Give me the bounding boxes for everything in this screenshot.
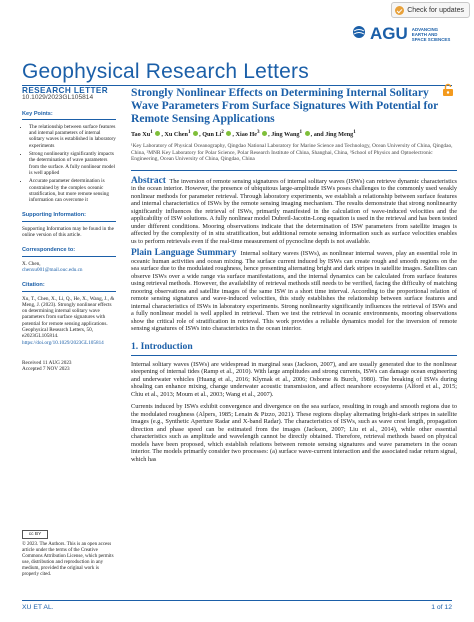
divider	[22, 119, 116, 120]
agu-globe-icon	[352, 25, 366, 44]
license-text: © 2023. The Authors. This is an open access article under the terms of the Creative Commons Attribution License, which permits use, distribution and reproduction in any medium, provided the original work is properly cited.	[22, 542, 114, 577]
doi[interactable]: 10.1029/2023GL105814	[22, 94, 94, 102]
key-point: • Strong nonlinearity significantly impacts the determination of wave parameters from the surface. A fully nonlinear model is well applied	[29, 151, 116, 176]
open-access-lock-icon	[441, 83, 455, 97]
author-name[interactable]: Tao Xu	[131, 131, 151, 139]
supporting-info-heading: Supporting Information:	[22, 212, 87, 219]
correspondence-heading: Correspondence to:	[22, 247, 76, 254]
supporting-info-text: Supporting Information may be found in the online version of this article.	[22, 225, 114, 239]
pls-heading: Plain Language Summary	[131, 248, 237, 259]
author-name[interactable]: Qun Li	[202, 131, 222, 139]
divider	[22, 221, 116, 222]
cc-by-badge-icon[interactable]: cc BY	[22, 530, 48, 539]
orcid-icon[interactable]	[226, 131, 231, 136]
agu-logo[interactable]	[352, 24, 458, 44]
page-number: 1 of 12	[431, 604, 452, 611]
abstract-heading: Abstract	[131, 175, 166, 186]
received-date: Received 11 AUG 2023	[22, 359, 72, 366]
correspondence-email-link[interactable]: chenxu001@mail.ouc.edu.cn	[22, 266, 83, 273]
check-for-updates-label: Check for updates	[407, 6, 464, 14]
update-check-icon	[395, 6, 404, 15]
top-bar	[0, 0, 474, 22]
citation-text: Xu, T., Chen, X., Li, Q., He, X., Wang, J., & Meng, J. (2023). Strongly nonlinear effects on determining internal solitary wave parameters from surface signatures with potential for remote sensing applications. Geophysical Research Letters, 50, e2023GL105814.	[22, 295, 115, 340]
author-name[interactable]: Jing Wang	[271, 131, 300, 139]
author-name[interactable]: Xiao He	[235, 131, 257, 139]
divider	[22, 291, 116, 292]
divider	[131, 170, 457, 171]
section-heading: 1. Introduction	[131, 340, 193, 352]
key-points-list	[22, 124, 116, 204]
abstract	[131, 175, 458, 246]
correspondence-name: X. Chen,	[22, 260, 41, 267]
author-name[interactable]: Xu Chen	[164, 131, 188, 139]
license-block	[22, 530, 116, 578]
orcid-icon[interactable]	[193, 131, 198, 136]
article-title: Strongly Nonlinear Effects on Determining Internal Solitary Wave Parameters From Surface Signatures With Potential for Remote Sensing Applications	[131, 86, 439, 125]
abstract-text: The inversion of remote sensing signatures of internal solitary waves (ISWs) can retrieve dynamic characteristics in the ocean interior. However, the presence of ubiquitous large-amplitude ISWs poses challenges to the commonly used weakly nonlinear methods for parameter retrieval. Through laboratory experiments, we establish a relationship between surface features and internal characteristics of ISWs by the remote sensing imaging mechanism. The results demonstrate that strong nonlinearity significantly influences the retrieval of ISWs, primarily manifested in the calculation of wave-induced velocities and the applicability of ISW solutions. A fully nonlinear model Dubreil-Jacotin-Long equation is used in the retrieval and has been tested under different conditions. Mooring observations indicate that the determination of ISW parameters from satellite images is affected by the complexity of in situ stratification, but additional remote sensing information such as surface velocities enables us to perform retrievals even if the real-time measurement of pycnocline depth is not available.	[131, 177, 458, 245]
agu-tagline: ADVANCING EARTH AND SPACE SCIENCES	[411, 26, 451, 42]
intro-paragraph: Currents induced by ISWs exhibit convergence and divergence on the sea surface, resulting in rough and smooth regions due to the modulated roughness (Alpers, 1985; Lenain & Pizzo, 2021). These regions display alternating bright-dark stripes in satellite images (e.g., Synthetic Aperture Radar and X-band Radar). The characteristics of ISWs, such as wave crest length, propagation direction and phase speed can be estimated from the images (Jackson, 2007; Liu et al., 2014), while other essential characteristics such as amplitude and wavelength cannot be directly obtained. Therefore, retrieval methods based on physical models have been proposed, which establish relations between remote sensing signatures and wave parameters in the ocean interior. The models primarily consider two processes: (a) surface wave-current interaction and the associated radar return signal, which has	[131, 403, 457, 463]
sidebar	[22, 88, 116, 373]
affiliations: ¹Key Laboratory of Physical Oceanography, Qingdao National Laboratory for Marine Science and Technology, Ocean University of China, Qingdao, China, ²MNR Key Laboratory for Polar Science, Polar Research Institute of China, Shanghai, China, ³School of Physics and Optoelectronic Engineering, Ocean University of China, Qingdao, China	[131, 143, 453, 163]
journal-title: Geophysical Research Letters	[22, 60, 309, 83]
divider	[22, 256, 116, 257]
citation-doi-link[interactable]: https://doi.org/10.1029/2023GL105814	[22, 339, 104, 346]
orcid-icon[interactable]	[262, 131, 267, 136]
page-footer	[22, 600, 452, 613]
orcid-icon[interactable]	[305, 131, 310, 136]
accepted-date: Accepted 7 NOV 2023	[22, 366, 70, 373]
orcid-icon[interactable]	[155, 131, 160, 136]
citation-heading: Citation:	[22, 282, 45, 289]
intro-paragraph: Internal solitary waves (ISWs) are widespread in marginal seas (Jackson, 2007), and are usually generated due to the nonlinear steepening of internal tides (Ramp et al., 2010). With large amplitudes and strong currents, ISWs can damage ocean engineering and underwater vehicles (Huang et al., 2016; Klymak et al., 2006; Osborne & Burch, 1980). The breaking of ISWs during shoaling can enhance mixing, change underwater acoustic transmission, and affect nearshore ecosystems (Alford et al., 2015; Chiu et al., 2013; Moum et al., 2003; Wang et al., 2007).	[131, 360, 457, 398]
author-list: Tao Xu$^1$ , Xu Chen$^1$ , Qun Li$^2$ , Xiao He$^3$ , Jing Wang$^1$ , and Jing Meng$^1$	[131, 129, 356, 139]
divider	[131, 355, 457, 356]
plain-language-summary	[131, 250, 457, 333]
article-type: RESEARCH LETTER	[22, 86, 109, 95]
agu-wordmark: AGU	[370, 24, 408, 43]
article-main	[131, 83, 457, 463]
key-point: • Accurate parameter determination is constrained by the complex oceanic stratification, but more remote sensing information can overcome it	[29, 178, 116, 203]
footer-authors: XU ET AL.	[22, 604, 54, 611]
key-points-heading: Key Points:	[22, 110, 53, 117]
pls-text: Internal solitary waves (ISWs), as nonlinear internal waves, play an essential role in oceanic human activities and ocean mixing. The surface current induced by ISWs can create rough and smooth regions on the sea surface due to the modulated roughness, hence presenting alternating bright and dark stripes in satellite images. Satellites can observe ISWs over a wide range via surface manifestations, and the internal dynamics can be calculated from surface features using retrieval methods. However, the availability of retrieval methods still needs to be verified, facing the difficulty of matching mooring observations and satellite images of the same ISW in a short time interval. According to the proportional relation of remote sensing signatures and wave-induced velocities, this study establishes the relationship between surface features and internal characteristics of ISWs in laboratory experiments. Strong nonlinearity significantly influences the retrieval of ISWs and a fully nonlinear model is well applied in retrieval. Then we test the retrieval in oceanic environments, mooring observations show the critical role of stratification in retrieval. This work provides a reliable dynamics model for the inversion of remote sensing signatures of ISWs into characteristics in the ocean interior.	[131, 250, 458, 333]
author-name[interactable]: and Jing Meng	[313, 131, 354, 139]
check-for-updates-button[interactable]	[391, 2, 470, 18]
key-point: • The relationship between surface features and internal parameters of internal solitary waves is established in laboratory experiments	[29, 124, 116, 149]
